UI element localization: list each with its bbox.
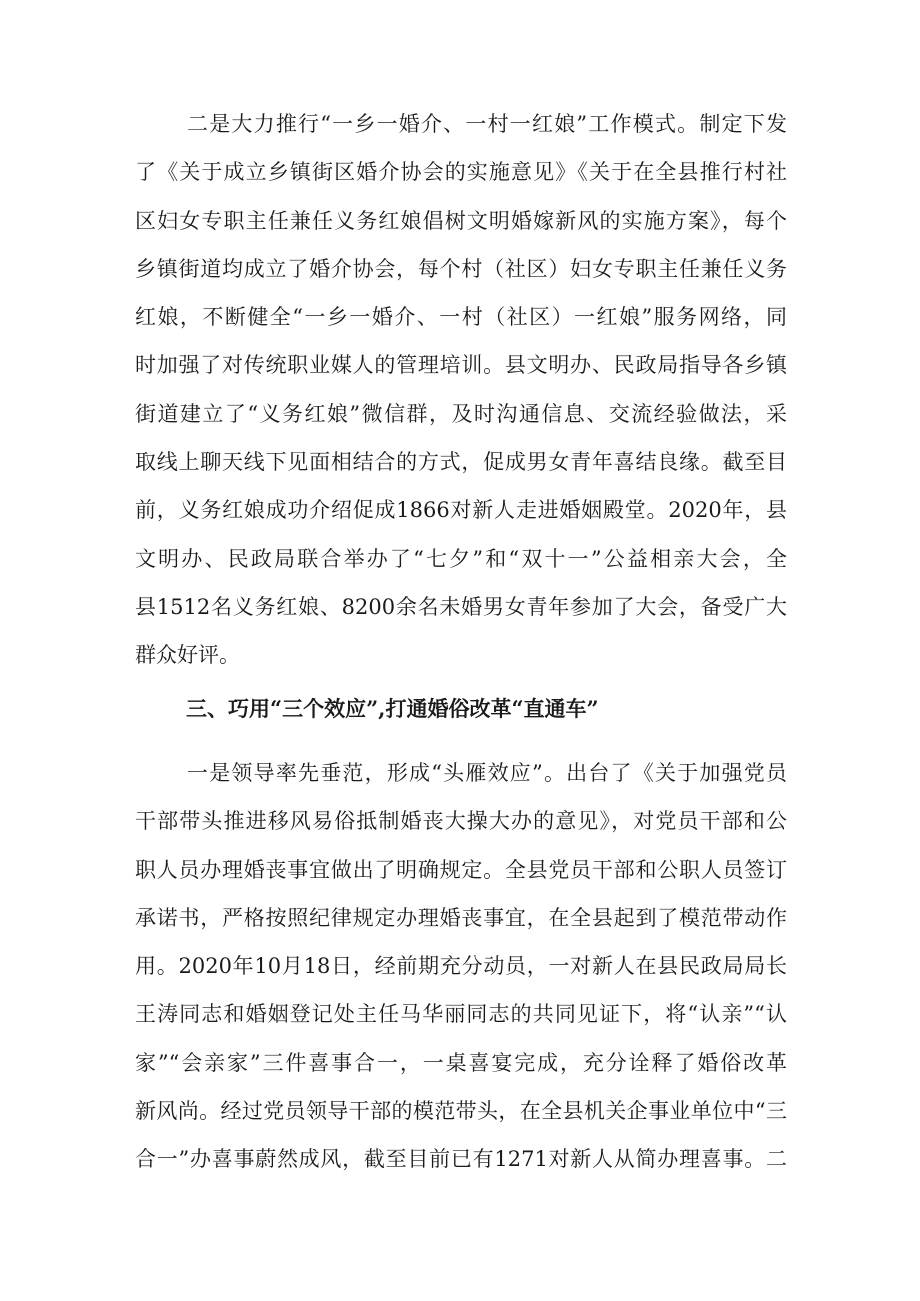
text-line: 群众好评。 xyxy=(135,643,240,668)
text-line: 区妇女专职主任兼任义务红娘倡树文明婚嫁新风的实施方案》，每个 xyxy=(135,208,787,233)
text-line: 乡镇街道均成立了婚介协会，每个村（社区）妇女专职主任兼任义务 xyxy=(135,256,787,281)
paragraph-leadership-example xyxy=(135,749,787,1184)
text-line: 了《关于成立乡镇街区婚介协会的实施意见》《关于在全县推行村社 xyxy=(135,160,787,185)
text-line: 合一”办喜事蔚然成风，截至目前已有1271对新人从简办理喜事。二 xyxy=(135,1147,787,1172)
text-line: 承诺书，严格按照纪律规定办理婚丧事宜，在全县起到了模范带动作 xyxy=(135,905,787,930)
text-line: 前，义务红娘成功介绍促成1866对新人走进婚姻殿堂。2020年，县 xyxy=(135,498,787,523)
text-line: 取线上聊天线下见面相结合的方式，促成男女青年喜结良缘。截至目 xyxy=(135,450,787,475)
text-line: 家”“会亲家”三件喜事合一，一桌喜宴完成，充分诠释了婚俗改革 xyxy=(135,1050,787,1075)
text-line: 用。2020年10月18日，经前期充分动员，一对新人在县民政局局长 xyxy=(135,954,787,979)
text-line: 一是领导率先垂范，形成“头雁效应”。出台了《关于加强党员 xyxy=(187,761,787,785)
text-line: 二是大力推行“一乡一婚介、一村一红娘”工作模式。制定下发 xyxy=(187,112,787,136)
paragraph-marriage-matchmaking xyxy=(135,100,787,680)
text-line: 县1512名义务红娘、8200余名未婚男女青年参加了大会，备受广大 xyxy=(135,594,787,619)
text-line: 职人员办理婚丧事宜做出了明确规定。全县党员干部和公职人员签订 xyxy=(135,857,787,882)
text-line: 街道建立了“义务红娘”微信群，及时沟通信息、交流经验做法，采 xyxy=(135,401,787,426)
text-line: 新风尚。经过党员领导干部的模范带头，在全县机关企事业单位中“三 xyxy=(135,1099,787,1124)
text-line: 王涛同志和婚姻登记处主任马华丽同志的共同见证下，将“认亲”“认 xyxy=(135,1002,787,1027)
section-heading: 三、巧用“三个效应”,打通婚俗改革“直通车” xyxy=(186,696,599,721)
text-line: 干部带头推进移风易俗抵制婚丧大操大办的意见》，对党员干部和公 xyxy=(135,809,787,834)
text-line: 文明办、民政局联合举办了“七夕”和“双十一”公益相亲大会，全 xyxy=(135,546,787,571)
text-line: 时加强了对传统职业媒人的管理培训。县文明办、民政局指导各乡镇 xyxy=(135,353,787,378)
text-line: 红娘，不断健全“一乡一婚介、一村（社区）一红娘”服务网络，同 xyxy=(135,305,787,330)
